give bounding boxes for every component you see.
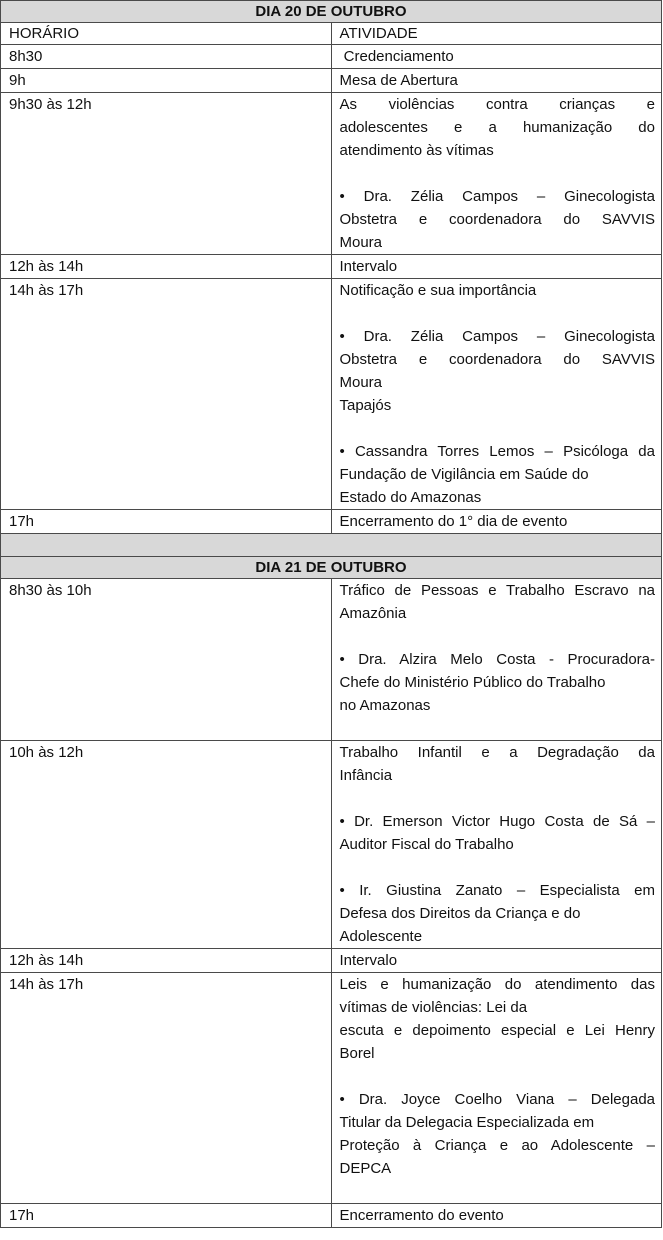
speaker-text: Estado do Amazonas (339, 489, 482, 506)
activity-text: Trabalho Infantil e a Degradação da (339, 744, 655, 761)
speaker-text: • Dr. Emerson Victor Hugo Costa de Sá – (339, 813, 655, 830)
speaker-text: • Cassandra Torres Lemos – Psicóloga da (339, 443, 655, 460)
time-cell: 17h (1, 1204, 332, 1228)
speaker-text: Tapajós (339, 397, 392, 414)
activity-cell (331, 741, 662, 949)
activity-cell (331, 1204, 662, 1228)
speaker-text: Proteção à Criança e ao Adolescente – (339, 1137, 655, 1154)
activity-text: atendimento às vítimas (339, 142, 494, 159)
day-separator (1, 534, 662, 557)
time-cell: 14h às 17h (1, 973, 332, 1204)
activity-text: Credenciamento (339, 48, 454, 65)
speaker-text: Obstetra e coordenadora do SAVVIS (339, 211, 655, 228)
speaker-text: Obstetra e coordenadora do SAVVIS (339, 351, 655, 368)
table-row (1, 93, 662, 255)
column-header-row (1, 23, 662, 45)
activity-cell (331, 510, 662, 534)
table-row (1, 510, 662, 534)
column-header-time: HORÁRIO (1, 23, 332, 45)
activity-cell (331, 579, 662, 741)
activity-text: Intervalo (339, 258, 398, 275)
activity-text: Encerramento do evento (339, 1207, 504, 1224)
table-row (1, 949, 662, 973)
day-title: DIA 20 DE OUTUBRO (1, 1, 662, 23)
activity-text: Mesa de Abertura (339, 72, 458, 89)
activity-text: Encerramento do 1° dia de evento (339, 513, 568, 530)
activity-cell (331, 973, 662, 1204)
column-header-activity: ATIVIDADE (331, 23, 662, 45)
activity-cell (331, 255, 662, 279)
speaker-text: • Ir. Giustina Zanato – Especialista em (339, 882, 655, 899)
activity-text: adolescentes e a humanização do (339, 119, 655, 136)
table-row (1, 45, 662, 69)
activity-cell (331, 45, 662, 69)
speaker-text: Moura (339, 234, 383, 251)
day-title: DIA 21 DE OUTUBRO (1, 557, 662, 579)
activity-text: Borel (339, 1045, 375, 1062)
table-row (1, 255, 662, 279)
activity-text: Infância (339, 767, 393, 784)
activity-cell (331, 949, 662, 973)
time-cell: 8h30 às 10h (1, 579, 332, 741)
time-cell: 9h (1, 69, 332, 93)
activity-cell (331, 279, 662, 510)
time-cell: 10h às 12h (1, 741, 332, 949)
speaker-text: DEPCA (339, 1160, 392, 1177)
time-cell: 9h30 às 12h (1, 93, 332, 255)
table-row (1, 1204, 662, 1228)
table-row (1, 579, 662, 741)
speaker-text: Chefe do Ministério Público do Trabalho (339, 674, 606, 691)
table-row (1, 279, 662, 510)
activity-text: Notificação e sua importância (339, 282, 537, 299)
table-row (1, 741, 662, 949)
activity-text: Intervalo (339, 952, 398, 969)
day-header (1, 557, 662, 579)
activity-text: Leis e humanização do atendimento das (339, 976, 655, 993)
activity-text: Amazônia (339, 605, 407, 622)
time-cell: 14h às 17h (1, 279, 332, 510)
speaker-text: Auditor Fiscal do Trabalho (339, 836, 514, 853)
activity-text: Tráfico de Pessoas e Trabalho Escravo na (339, 582, 655, 599)
activity-cell (331, 93, 662, 255)
table-row (1, 69, 662, 93)
time-cell: 12h às 14h (1, 949, 332, 973)
speaker-text: Titular da Delegacia Especializada em (339, 1114, 595, 1131)
speaker-text: • Dra. Alzira Melo Costa - Procuradora- (339, 651, 655, 668)
table-row (1, 973, 662, 1204)
speaker-text: Fundação de Vigilância em Saúde do (339, 466, 589, 483)
activity-text: escuta e depoimento especial e Lei Henry (339, 1022, 655, 1039)
speaker-text: • Dra. Joyce Coelho Viana – Delegada (339, 1091, 655, 1108)
speaker-text: Moura (339, 374, 383, 391)
time-cell: 12h às 14h (1, 255, 332, 279)
speaker-text: • Dra. Zélia Campos – Ginecologista (339, 188, 655, 205)
speaker-text: • Dra. Zélia Campos – Ginecologista (339, 328, 655, 345)
speaker-text: Defesa dos Direitos da Criança e do (339, 905, 581, 922)
time-cell: 8h30 (1, 45, 332, 69)
speaker-text: Adolescente (339, 928, 423, 945)
time-cell: 17h (1, 510, 332, 534)
activity-text: As violências contra crianças e (339, 96, 655, 113)
day-header (1, 1, 662, 23)
activity-text: vítimas de violências: Lei da (339, 999, 528, 1016)
speaker-text: no Amazonas (339, 697, 431, 714)
activity-cell (331, 69, 662, 93)
